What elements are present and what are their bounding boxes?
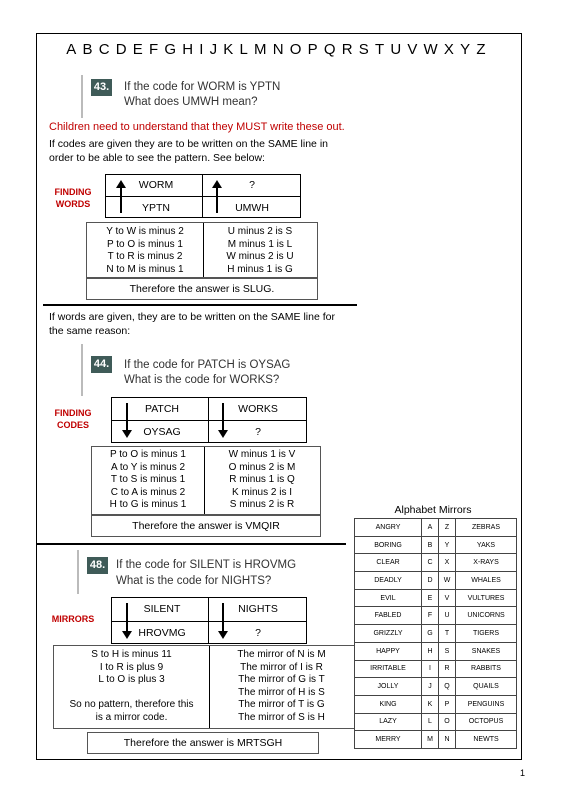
header-cell: WORKS (238, 403, 278, 415)
table-row (355, 731, 517, 749)
instruction-line: If words are given, they are to be written on the SAME line for (49, 311, 335, 323)
arrow-down-icon (216, 601, 230, 640)
adjective-cell: JOLLY (355, 678, 422, 696)
section-label: FINDING WORDS (54, 187, 92, 209)
table-row (355, 695, 517, 713)
adjective-cell: KING (355, 695, 422, 713)
question-line: If the code for PATCH is OYSAG (124, 359, 291, 371)
working-box (91, 446, 321, 515)
animal-cell: VULTURES (456, 589, 517, 607)
animal-cell: NEWTS (456, 731, 517, 749)
letter-cell: W (439, 572, 456, 590)
animal-cell: YAKS (456, 536, 517, 554)
instruction-line: If codes are given they are to be written on the SAME line in (49, 138, 328, 150)
question-bar (81, 344, 83, 396)
table-row (355, 519, 517, 537)
question-line: What does UMWH mean? (124, 96, 258, 108)
table-row (355, 607, 517, 625)
letter-cell: R (439, 660, 456, 678)
instruction-line: order to be able to see the pattern. See below: (49, 152, 265, 164)
letter-cell: G (422, 625, 439, 643)
adjective-cell: EVIL (355, 589, 422, 607)
letter-cell: B (422, 536, 439, 554)
adjective-cell: GRIZZLY (355, 625, 422, 643)
table-row (355, 572, 517, 590)
adjective-cell: ANGRY (355, 519, 422, 537)
question-line: If the code for WORM is YPTN (124, 81, 281, 93)
answer-box: Therefore the answer is VMQIR (91, 515, 321, 537)
letter-cell: M (422, 731, 439, 749)
working-box (86, 222, 318, 278)
animal-cell: ZEBRAS (456, 519, 517, 537)
working-left: Y to W is minus 2 P to O is minus 1 T to R is minus 2 N to M is minus 1 (106, 226, 184, 275)
adjective-cell: DEADLY (355, 572, 422, 590)
letter-cell: V (439, 589, 456, 607)
question-number: 44. (91, 356, 112, 373)
section-divider (36, 543, 346, 545)
adjective-cell: CLEAR (355, 554, 422, 572)
table-row (355, 536, 517, 554)
question-line: What is the code for NIGHTS? (116, 575, 272, 587)
animal-cell: UNICORNS (456, 607, 517, 625)
working-right: The mirror of N is M The mirror of I is R The mirror of G is T The mirror of H is S The mirror of T is G The mirror of S is H (237, 649, 326, 723)
arrow-up-icon (114, 179, 128, 215)
header-cell: NIGHTS (238, 603, 278, 615)
letter-cell: I (422, 660, 439, 678)
animal-cell: OCTOPUS (456, 713, 517, 731)
header-cell: SILENT (143, 603, 181, 615)
animal-cell: TIGERS (456, 625, 517, 643)
question-bar (81, 75, 83, 118)
letter-cell: K (422, 695, 439, 713)
header-cell: ? (255, 426, 261, 438)
header-cell: HROVMG (138, 627, 186, 639)
answer-box: Therefore the answer is MRTSGH (87, 732, 319, 754)
animal-cell: QUAILS (456, 678, 517, 696)
table-row (355, 713, 517, 731)
adjective-cell: IRRITABLE (355, 660, 422, 678)
alphabet-header: ABCDEFGHIJKLMNOPQRSTUVWXYZ (66, 41, 492, 58)
adjective-cell: LAZY (355, 713, 422, 731)
letter-cell: S (439, 642, 456, 660)
table-row (355, 642, 517, 660)
adjective-cell: HAPPY (355, 642, 422, 660)
section-label: MIRRORS (51, 614, 95, 624)
adjective-cell: FABLED (355, 607, 422, 625)
letter-cell: O (439, 713, 456, 731)
question-number: 48. (87, 557, 108, 574)
animal-cell: PENGUINS (456, 695, 517, 713)
alphabet-mirrors-table (354, 518, 517, 749)
section-divider (43, 304, 357, 306)
letter-cell: P (439, 695, 456, 713)
question-line: If the code for SILENT is HROVMG (116, 559, 297, 571)
letter-cell: J (422, 678, 439, 696)
word-code-header (111, 397, 307, 443)
header-cell: YPTN (141, 202, 170, 214)
word-code-header (105, 174, 301, 218)
table-row (355, 660, 517, 678)
letter-cell: N (439, 731, 456, 749)
table-row (355, 554, 517, 572)
word-code-header (111, 597, 307, 644)
question-bar (77, 550, 79, 594)
animal-cell: RABBITS (456, 660, 517, 678)
working-right: U minus 2 is S M minus 1 is L W minus 2 is U H minus 1 is G (226, 226, 294, 275)
letter-cell: U (439, 607, 456, 625)
header-cell: PATCH (144, 403, 180, 415)
letter-cell: E (422, 589, 439, 607)
animal-cell: WHALES (456, 572, 517, 590)
animal-cell: X-RAYS (456, 554, 517, 572)
letter-cell: C (422, 554, 439, 572)
mirrors-table-wrap (354, 518, 517, 749)
section-label: FINDING CODES (54, 408, 92, 430)
arrow-down-icon (216, 401, 230, 439)
header-cell: OYSAG (143, 426, 181, 438)
mirrors-table-title: Alphabet Mirrors (394, 504, 472, 516)
table-row (355, 589, 517, 607)
header-cell: ? (255, 627, 261, 639)
letter-cell: X (439, 554, 456, 572)
animal-cell: SNAKES (456, 642, 517, 660)
header-cell: ? (249, 179, 255, 191)
adjective-cell: MERRY (355, 731, 422, 749)
question-line: What is the code for WORKS? (124, 374, 280, 386)
working-left: S to H is minus 11 I to R is plus 9 L to O is plus 3 So no pattern, therefore this is a mirror code. (69, 649, 194, 723)
arrow-up-icon (210, 179, 224, 215)
instruction-red: Children need to understand that they MUST write these out. (49, 121, 345, 133)
table-row (355, 678, 517, 696)
letter-cell: Y (439, 536, 456, 554)
arrow-down-icon (120, 601, 134, 640)
letter-cell: L (422, 713, 439, 731)
working-right: W minus 1 is V O minus 2 is M R minus 1 is Q K minus 2 is I S minus 2 is R (228, 449, 296, 510)
working-box (53, 645, 355, 729)
page-number: 1 (520, 768, 526, 778)
working-left: P to O is minus 1 A to Y is minus 2 T to S is minus 1 C to A is minus 2 H to G is minus 1 (109, 449, 187, 510)
header-cell: WORM (138, 179, 174, 191)
letter-cell: T (439, 625, 456, 643)
adjective-cell: BORING (355, 536, 422, 554)
header-cell: UMWH (235, 202, 269, 214)
instruction-line: the same reason: (49, 325, 131, 337)
table-row (355, 625, 517, 643)
arrow-down-icon (120, 401, 134, 439)
letter-cell: H (422, 642, 439, 660)
letter-cell: Z (439, 519, 456, 537)
letter-cell: D (422, 572, 439, 590)
answer-box: Therefore the answer is SLUG. (86, 278, 318, 300)
letter-cell: Q (439, 678, 456, 696)
question-number: 43. (91, 79, 112, 96)
letter-cell: A (422, 519, 439, 537)
letter-cell: F (422, 607, 439, 625)
